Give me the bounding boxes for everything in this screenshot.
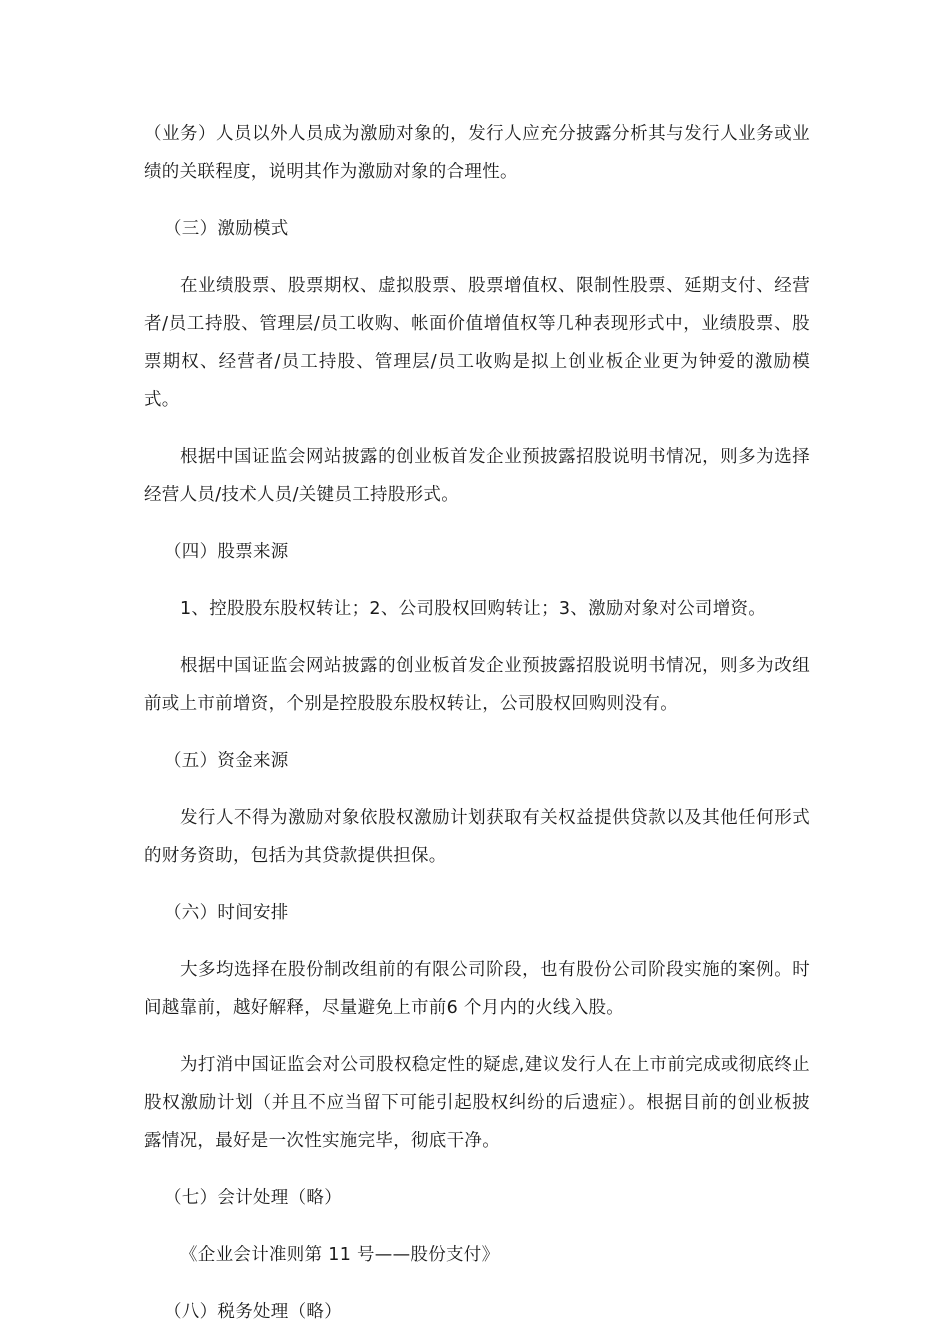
fund-sources-paragraph: 发行人不得为激励对象依股权激励计划获取有关权益提供贷款以及其他任何形式的财务资助，包括为其贷款提供担保。: [144, 808, 810, 866]
accounting-standard-reference: 《企业会计准则第 11 号——股份支付》: [180, 1245, 500, 1265]
incentive-modes-paragraph: 在业绩股票、股票期权、虚拟股票、股票增值权、限制性股票、延期支付、经营者/员工持股、管理层/员工收购、帐面价值增值权等几种表现形式中，业绩股票、股票期权、经营者/员工持股、管理层/员工收购是拟上创业板企业更为钟爱的激励模式。: [144, 276, 810, 410]
stock-sources-paragraph: 1、控股股东股权转让；2、公司股权回购转让；3、激励对象对公司增资。: [180, 599, 767, 619]
timing-paragraph: 大多均选择在股份制改组前的有限公司阶段，也有股份公司阶段实施的案例。时间越靠前，越好解释，尽量避免上市前6 个月内的火线入股。: [144, 960, 810, 1018]
section-heading-tax: （八）税务处理（略）: [164, 1302, 342, 1322]
section-heading-timing: （六）时间安排: [164, 903, 289, 923]
section-heading-fund-sources: （五）资金来源: [164, 751, 289, 771]
incentive-modes-csrc-paragraph: 根据中国证监会网站披露的创业板首发企业预披露招股说明书情况，则多为选择经营人员/技术人员/关键员工持股形式。: [144, 447, 810, 505]
intro-paragraph: （业务）人员以外人员成为激励对象的，发行人应充分披露分析其与发行人业务或业绩的关联程度，说明其作为激励对象的合理性。: [144, 124, 810, 182]
document-body: [144, 115, 810, 1331]
section-heading-stock-sources: （四）股票来源: [164, 542, 289, 562]
section-heading-incentive-modes: （三）激励模式: [164, 219, 289, 239]
section-heading-accounting: （七）会计处理（略）: [164, 1188, 342, 1208]
stock-sources-csrc-paragraph: 根据中国证监会网站披露的创业板首发企业预披露招股说明书情况，则多为改组前或上市前增资，个别是控股股东股权转让，公司股权回购则没有。: [144, 656, 810, 714]
timing-advice-paragraph: 为打消中国证监会对公司股权稳定性的疑虑,建议发行人在上市前完成或彻底终止股权激励计划（并且不应当留下可能引起股权纠纷的后遗症）。根据目前的创业板披露情况，最好是一次性实施完毕，彻底干净。: [144, 1055, 810, 1151]
